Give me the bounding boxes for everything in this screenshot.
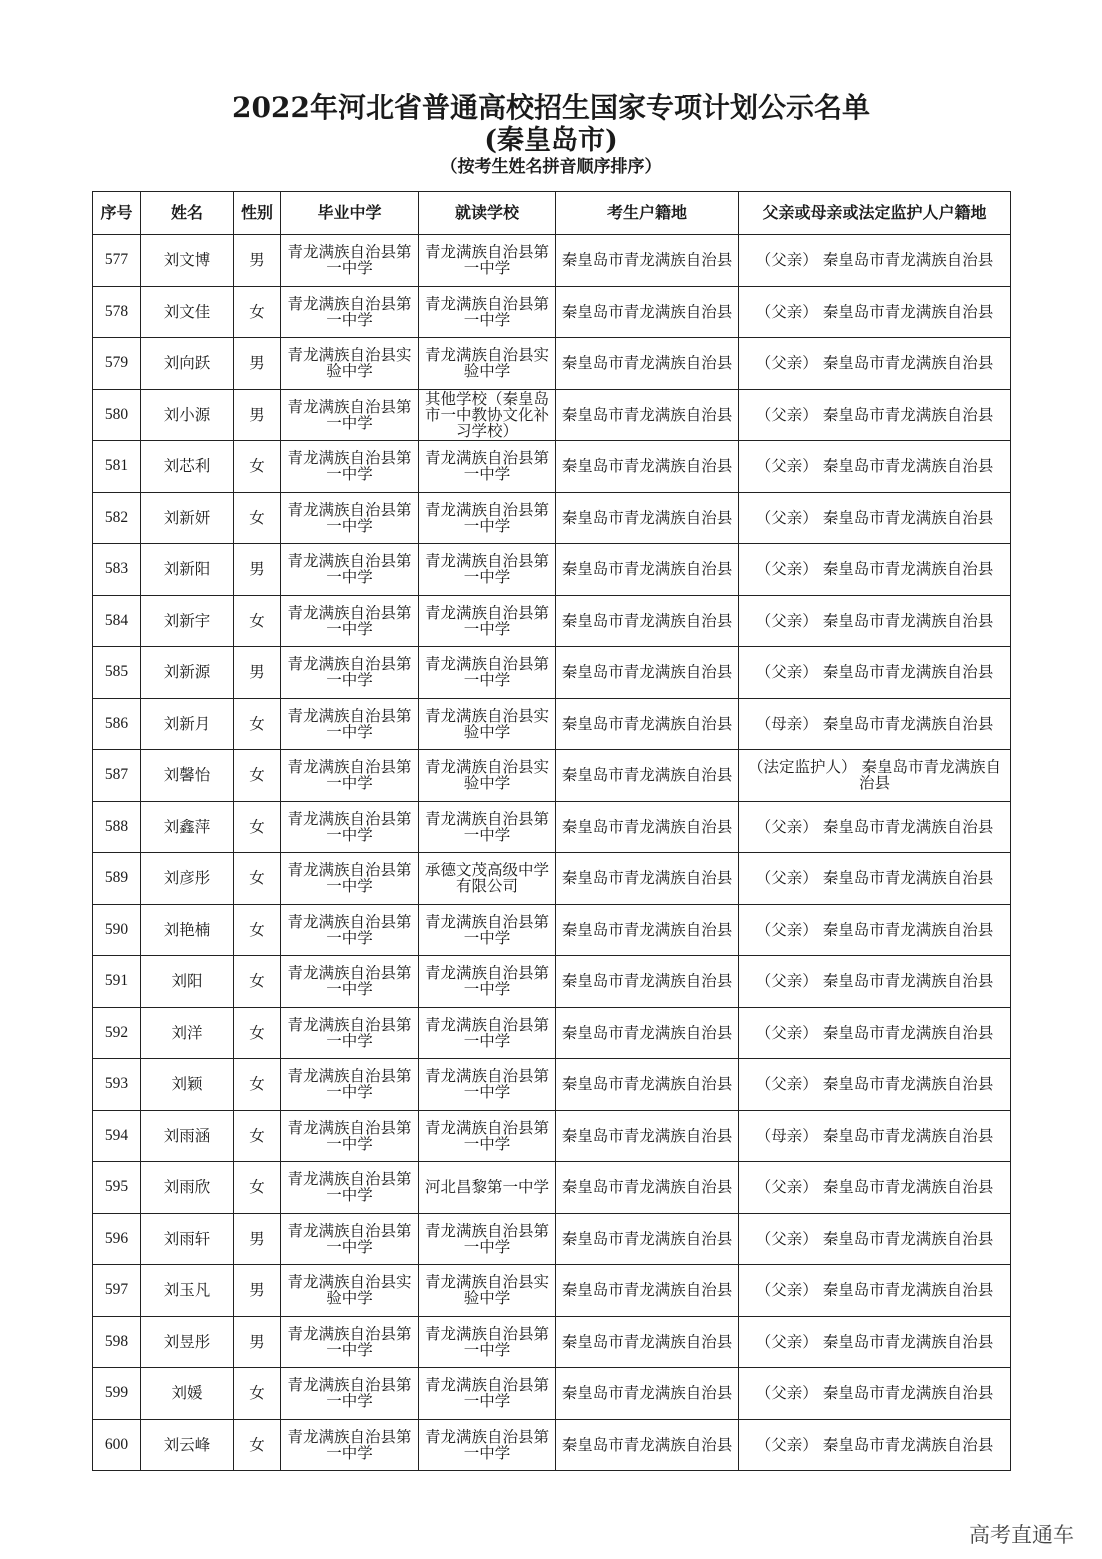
student-name: 刘艳楠 xyxy=(141,904,234,956)
current-school: 青龙满族自治县实验中学 xyxy=(419,338,556,390)
row-number: 589 xyxy=(93,853,141,905)
student-gender: 女 xyxy=(234,1110,281,1162)
student-hukou: 秦皇岛市青龙满族自治县 xyxy=(556,853,739,905)
current-school: 青龙满族自治县实验中学 xyxy=(419,1265,556,1317)
student-gender: 男 xyxy=(234,1213,281,1265)
student-name: 刘文佳 xyxy=(141,286,234,338)
student-name: 刘云峰 xyxy=(141,1419,234,1471)
table-row xyxy=(93,1059,1011,1111)
header-cell: 序号 xyxy=(93,192,141,235)
student-gender: 男 xyxy=(234,647,281,699)
table-row xyxy=(93,1213,1011,1265)
row-number: 591 xyxy=(93,956,141,1008)
student-name: 刘新源 xyxy=(141,647,234,699)
student-gender: 女 xyxy=(234,1059,281,1111)
student-hukou: 秦皇岛市青龙满族自治县 xyxy=(556,698,739,750)
table-row xyxy=(93,286,1011,338)
student-hukou: 秦皇岛市青龙满族自治县 xyxy=(556,1213,739,1265)
graduated-school: 青龙满族自治县第一中学 xyxy=(281,441,419,493)
student-hukou: 秦皇岛市青龙满族自治县 xyxy=(556,1316,739,1368)
current-school: 青龙满族自治县第一中学 xyxy=(419,1419,556,1471)
current-school: 青龙满族自治县第一中学 xyxy=(419,647,556,699)
current-school: 青龙满族自治县第一中学 xyxy=(419,956,556,1008)
table-row xyxy=(93,544,1011,596)
graduated-school: 青龙满族自治县第一中学 xyxy=(281,853,419,905)
header-cell: 性别 xyxy=(234,192,281,235)
table-row xyxy=(93,853,1011,905)
student-hukou: 秦皇岛市青龙满族自治县 xyxy=(556,750,739,802)
student-gender: 女 xyxy=(234,904,281,956)
row-number: 586 xyxy=(93,698,141,750)
parent-hukou: （父亲） 秦皇岛市青龙满族自治县 xyxy=(739,1162,1011,1214)
graduated-school: 青龙满族自治县第一中学 xyxy=(281,235,419,287)
graduated-school: 青龙满族自治县第一中学 xyxy=(281,544,419,596)
student-hukou: 秦皇岛市青龙满族自治县 xyxy=(556,389,739,441)
sort-note: （按考生姓名拼音顺序排序） xyxy=(440,157,662,177)
header-cell: 就读学校 xyxy=(419,192,556,235)
current-school: 青龙满族自治县第一中学 xyxy=(419,286,556,338)
current-school: 青龙满族自治县第一中学 xyxy=(419,492,556,544)
current-school: 其他学校（秦皇岛市一中教协文化补习学校） xyxy=(419,389,556,441)
table-row xyxy=(93,1110,1011,1162)
student-gender: 女 xyxy=(234,595,281,647)
student-hukou: 秦皇岛市青龙满族自治县 xyxy=(556,801,739,853)
student-name: 刘雨欣 xyxy=(141,1162,234,1214)
student-hukou: 秦皇岛市青龙满族自治县 xyxy=(556,1007,739,1059)
parent-hukou: （父亲） 秦皇岛市青龙满族自治县 xyxy=(739,1213,1011,1265)
graduated-school: 青龙满族自治县第一中学 xyxy=(281,595,419,647)
student-hukou: 秦皇岛市青龙满族自治县 xyxy=(556,904,739,956)
current-school: 青龙满族自治县第一中学 xyxy=(419,595,556,647)
student-name: 刘鑫萍 xyxy=(141,801,234,853)
student-gender: 男 xyxy=(234,235,281,287)
graduated-school: 青龙满族自治县第一中学 xyxy=(281,1059,419,1111)
row-number: 578 xyxy=(93,286,141,338)
table-row xyxy=(93,389,1011,441)
parent-hukou: （父亲） 秦皇岛市青龙满族自治县 xyxy=(739,1265,1011,1317)
student-gender: 男 xyxy=(234,544,281,596)
parent-hukou: （父亲） 秦皇岛市青龙满族自治县 xyxy=(739,1007,1011,1059)
current-school: 青龙满族自治县第一中学 xyxy=(419,235,556,287)
page-title: 2022年河北省普通高校招生国家专项计划公示名单 xyxy=(232,91,870,124)
row-number: 597 xyxy=(93,1265,141,1317)
table-row xyxy=(93,1265,1011,1317)
parent-hukou: （父亲） 秦皇岛市青龙满族自治县 xyxy=(739,1059,1011,1111)
student-gender: 男 xyxy=(234,389,281,441)
row-number: 581 xyxy=(93,441,141,493)
table-row xyxy=(93,441,1011,493)
table-header-row xyxy=(93,192,1011,235)
current-school: 青龙满族自治县第一中学 xyxy=(419,544,556,596)
graduated-school: 青龙满族自治县第一中学 xyxy=(281,1110,419,1162)
row-number: 588 xyxy=(93,801,141,853)
student-name: 刘雨涵 xyxy=(141,1110,234,1162)
student-name: 刘阳 xyxy=(141,956,234,1008)
graduated-school: 青龙满族自治县第一中学 xyxy=(281,956,419,1008)
table-row xyxy=(93,904,1011,956)
student-name: 刘玉凡 xyxy=(141,1265,234,1317)
student-name: 刘昱彤 xyxy=(141,1316,234,1368)
current-school: 河北昌黎第一中学 xyxy=(419,1162,556,1214)
student-gender: 女 xyxy=(234,956,281,1008)
student-name: 刘芯利 xyxy=(141,441,234,493)
row-number: 592 xyxy=(93,1007,141,1059)
student-name: 刘文博 xyxy=(141,235,234,287)
graduated-school: 青龙满族自治县第一中学 xyxy=(281,389,419,441)
table-row xyxy=(93,698,1011,750)
graduated-school: 青龙满族自治县实验中学 xyxy=(281,338,419,390)
student-gender: 女 xyxy=(234,441,281,493)
watermark-text: 高考直通车 xyxy=(969,1523,1074,1547)
student-gender: 女 xyxy=(234,1368,281,1420)
student-name: 刘新月 xyxy=(141,698,234,750)
parent-hukou: （母亲） 秦皇岛市青龙满族自治县 xyxy=(739,1110,1011,1162)
current-school: 青龙满族自治县实验中学 xyxy=(419,698,556,750)
parent-hukou: （父亲） 秦皇岛市青龙满族自治县 xyxy=(739,1368,1011,1420)
graduated-school: 青龙满族自治县第一中学 xyxy=(281,1162,419,1214)
parent-hukou: （父亲） 秦皇岛市青龙满族自治县 xyxy=(739,647,1011,699)
student-name: 刘新妍 xyxy=(141,492,234,544)
current-school: 青龙满族自治县第一中学 xyxy=(419,1110,556,1162)
parent-hukou: （父亲） 秦皇岛市青龙满族自治县 xyxy=(739,544,1011,596)
student-name: 刘彦彤 xyxy=(141,853,234,905)
graduated-school: 青龙满族自治县第一中学 xyxy=(281,1419,419,1471)
parent-hukou: （父亲） 秦皇岛市青龙满族自治县 xyxy=(739,492,1011,544)
student-gender: 女 xyxy=(234,286,281,338)
graduated-school: 青龙满族自治县第一中学 xyxy=(281,1368,419,1420)
current-school: 青龙满族自治县第一中学 xyxy=(419,801,556,853)
parent-hukou: （父亲） 秦皇岛市青龙满族自治县 xyxy=(739,595,1011,647)
graduated-school: 青龙满族自治县第一中学 xyxy=(281,750,419,802)
student-gender: 男 xyxy=(234,1316,281,1368)
parent-hukou: （父亲） 秦皇岛市青龙满族自治县 xyxy=(739,1316,1011,1368)
row-number: 599 xyxy=(93,1368,141,1420)
student-name: 刘新宇 xyxy=(141,595,234,647)
student-hukou: 秦皇岛市青龙满族自治县 xyxy=(556,441,739,493)
header-cell: 父亲或母亲或法定监护人户籍地 xyxy=(739,192,1011,235)
student-hukou: 秦皇岛市青龙满族自治县 xyxy=(556,492,739,544)
student-name: 刘向跃 xyxy=(141,338,234,390)
current-school: 青龙满族自治县第一中学 xyxy=(419,1316,556,1368)
student-name: 刘雨轩 xyxy=(141,1213,234,1265)
student-hukou: 秦皇岛市青龙满族自治县 xyxy=(556,595,739,647)
student-hukou: 秦皇岛市青龙满族自治县 xyxy=(556,286,739,338)
graduated-school: 青龙满族自治县第一中学 xyxy=(281,492,419,544)
table-row xyxy=(93,235,1011,287)
row-number: 577 xyxy=(93,235,141,287)
table-row xyxy=(93,750,1011,802)
parent-hukou: （父亲） 秦皇岛市青龙满族自治县 xyxy=(739,853,1011,905)
row-number: 600 xyxy=(93,1419,141,1471)
graduated-school: 青龙满族自治县第一中学 xyxy=(281,286,419,338)
student-hukou: 秦皇岛市青龙满族自治县 xyxy=(556,1265,739,1317)
row-number: 582 xyxy=(93,492,141,544)
student-hukou: 秦皇岛市青龙满族自治县 xyxy=(556,1110,739,1162)
student-gender: 女 xyxy=(234,750,281,802)
graduated-school: 青龙满族自治县第一中学 xyxy=(281,904,419,956)
current-school: 青龙满族自治县第一中学 xyxy=(419,1213,556,1265)
student-name: 刘颖 xyxy=(141,1059,234,1111)
parent-hukou: （父亲） 秦皇岛市青龙满族自治县 xyxy=(739,441,1011,493)
parent-hukou: （父亲） 秦皇岛市青龙满族自治县 xyxy=(739,286,1011,338)
student-name: 刘馨怡 xyxy=(141,750,234,802)
parent-hukou: （父亲） 秦皇岛市青龙满族自治县 xyxy=(739,956,1011,1008)
row-number: 587 xyxy=(93,750,141,802)
student-gender: 女 xyxy=(234,1162,281,1214)
row-number: 598 xyxy=(93,1316,141,1368)
roster-table xyxy=(92,191,1011,1471)
student-hukou: 秦皇岛市青龙满族自治县 xyxy=(556,544,739,596)
row-number: 596 xyxy=(93,1213,141,1265)
table-row xyxy=(93,1368,1011,1420)
row-number: 593 xyxy=(93,1059,141,1111)
parent-hukou: （母亲） 秦皇岛市青龙满族自治县 xyxy=(739,698,1011,750)
parent-hukou: （父亲） 秦皇岛市青龙满族自治县 xyxy=(739,338,1011,390)
table-row xyxy=(93,956,1011,1008)
header-cell: 毕业中学 xyxy=(281,192,419,235)
current-school: 青龙满族自治县第一中学 xyxy=(419,904,556,956)
student-gender: 男 xyxy=(234,338,281,390)
table-row xyxy=(93,1162,1011,1214)
row-number: 584 xyxy=(93,595,141,647)
graduated-school: 青龙满族自治县实验中学 xyxy=(281,1265,419,1317)
header-cell: 考生户籍地 xyxy=(556,192,739,235)
current-school: 青龙满族自治县第一中学 xyxy=(419,1368,556,1420)
parent-hukou: （父亲） 秦皇岛市青龙满族自治县 xyxy=(739,389,1011,441)
graduated-school: 青龙满族自治县第一中学 xyxy=(281,1316,419,1368)
row-number: 583 xyxy=(93,544,141,596)
page-subtitle: (秦皇岛市) xyxy=(484,125,618,156)
student-gender: 女 xyxy=(234,1419,281,1471)
student-hukou: 秦皇岛市青龙满族自治县 xyxy=(556,647,739,699)
table-row xyxy=(93,595,1011,647)
student-hukou: 秦皇岛市青龙满族自治县 xyxy=(556,235,739,287)
student-hukou: 秦皇岛市青龙满族自治县 xyxy=(556,1368,739,1420)
table-row xyxy=(93,647,1011,699)
row-number: 585 xyxy=(93,647,141,699)
student-gender: 女 xyxy=(234,492,281,544)
table-row xyxy=(93,492,1011,544)
student-name: 刘媛 xyxy=(141,1368,234,1420)
table-row xyxy=(93,338,1011,390)
header-cell: 姓名 xyxy=(141,192,234,235)
current-school: 青龙满族自治县第一中学 xyxy=(419,1007,556,1059)
student-hukou: 秦皇岛市青龙满族自治县 xyxy=(556,1059,739,1111)
current-school: 青龙满族自治县第一中学 xyxy=(419,1059,556,1111)
student-name: 刘洋 xyxy=(141,1007,234,1059)
graduated-school: 青龙满族自治县第一中学 xyxy=(281,1007,419,1059)
table-row xyxy=(93,1316,1011,1368)
student-hukou: 秦皇岛市青龙满族自治县 xyxy=(556,1162,739,1214)
row-number: 579 xyxy=(93,338,141,390)
graduated-school: 青龙满族自治县第一中学 xyxy=(281,801,419,853)
parent-hukou: （父亲） 秦皇岛市青龙满族自治县 xyxy=(739,801,1011,853)
current-school: 青龙满族自治县第一中学 xyxy=(419,441,556,493)
student-name: 刘小源 xyxy=(141,389,234,441)
parent-hukou: （父亲） 秦皇岛市青龙满族自治县 xyxy=(739,235,1011,287)
graduated-school: 青龙满族自治县第一中学 xyxy=(281,647,419,699)
student-hukou: 秦皇岛市青龙满族自治县 xyxy=(556,956,739,1008)
student-gender: 女 xyxy=(234,801,281,853)
row-number: 594 xyxy=(93,1110,141,1162)
current-school: 青龙满族自治县实验中学 xyxy=(419,750,556,802)
student-gender: 男 xyxy=(234,1265,281,1317)
parent-hukou: （法定监护人） 秦皇岛市青龙满族自治县 xyxy=(739,750,1011,802)
graduated-school: 青龙满族自治县第一中学 xyxy=(281,1213,419,1265)
student-name: 刘新阳 xyxy=(141,544,234,596)
table-row xyxy=(93,1007,1011,1059)
row-number: 580 xyxy=(93,389,141,441)
parent-hukou: （父亲） 秦皇岛市青龙满族自治县 xyxy=(739,1419,1011,1471)
student-gender: 女 xyxy=(234,853,281,905)
student-hukou: 秦皇岛市青龙满族自治县 xyxy=(556,338,739,390)
parent-hukou: （父亲） 秦皇岛市青龙满族自治县 xyxy=(739,904,1011,956)
row-number: 595 xyxy=(93,1162,141,1214)
row-number: 590 xyxy=(93,904,141,956)
current-school: 承德文茂高级中学有限公司 xyxy=(419,853,556,905)
student-gender: 女 xyxy=(234,698,281,750)
table-row xyxy=(93,1419,1011,1471)
student-gender: 女 xyxy=(234,1007,281,1059)
table-row xyxy=(93,801,1011,853)
graduated-school: 青龙满族自治县第一中学 xyxy=(281,698,419,750)
student-hukou: 秦皇岛市青龙满族自治县 xyxy=(556,1419,739,1471)
